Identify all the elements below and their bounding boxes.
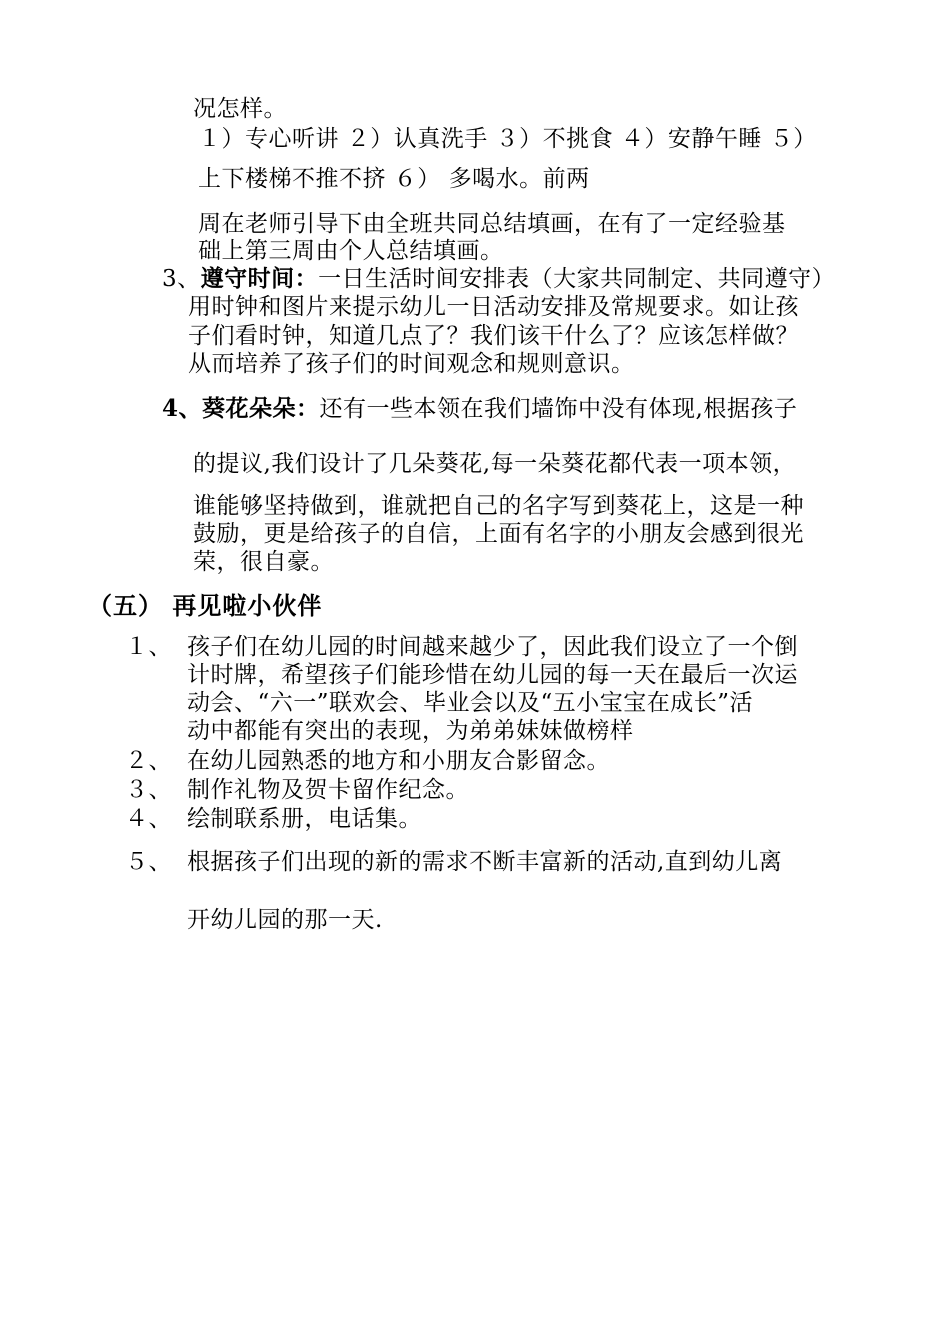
item-text: 一日生活时间安排表（大家共同制定、共同遵守） [318,266,836,292]
list-item-line: 开幼儿园的那一天. [187,907,383,933]
list-item-number: ３、 [125,777,172,803]
item-4-first-line [162,395,797,423]
list-item-line: 绘制联系册，电话集。 [187,806,422,832]
paragraph-line: 用时钟和图片来提示幼儿一日活动安排及常规要求。如让孩 [188,294,799,320]
list-item-number: ４、 [125,806,172,832]
list-item-line: 根据孩子们出现的新的需求不断丰富新的活动,直到幼儿离 [187,849,783,875]
list-item-line: 动中都能有突出的表现，为弟弟妹妹做榜样 [187,718,634,744]
habit-list-line: １）专心听讲 ２）认真洗手 ３）不挑食 ４）安静午睡 ５） [198,126,817,152]
paragraph-line: 的提议,我们设计了几朵葵花,每一朵葵花都代表一项本领， [193,451,797,477]
item-text: 还有一些本领在我们墙饰中没有体现,根据孩子 [319,396,798,422]
item-number: 4、 [162,395,203,422]
item-number: 3、 [162,266,201,292]
paragraph-line: 鼓励，更是给孩子的自信，上面有名字的小朋友会感到很光 [193,521,804,547]
list-item-line: 动会、“六一”联欢会、毕业会以及“五小宝宝在成长”活 [187,690,754,716]
list-item-number: １、 [125,634,172,660]
paragraph-line: 况怎样。 [193,96,287,122]
paragraph-line: 础上第三周由个人总结填画。 [198,238,504,264]
paragraph-line: 周在老师引导下由全班共同总结填画，在有了一定经验基 [198,211,786,237]
paragraph-line: 谁能够坚持做到，谁就把自己的名字写到葵花上，这是一种 [193,493,804,519]
list-item-number: ５、 [125,849,172,875]
list-item-line: 孩子们在幼儿园的时间越来越少了，因此我们设立了一个倒 [187,634,798,660]
item-3-first-line [162,265,835,293]
paragraph-line: 从而培养了孩子们的时间观念和规则意识。 [188,351,635,377]
list-item-number: ２、 [125,748,172,774]
habit-list-line: 上下楼梯不推不挤 ６） 多喝水。前两 [198,166,590,192]
list-item-line: 在幼儿园熟悉的地方和小朋友合影留念。 [187,748,610,774]
list-item-line: 制作礼物及贺卡留作纪念。 [187,777,469,803]
paragraph-line: 荣，很自豪。 [193,549,334,575]
item-title: 葵花朵朵： [202,395,320,422]
item-title: 遵守时间： [200,265,319,292]
paragraph-line: 子们看时钟，知道几点了？我们该干什么了？应该怎样做？ [188,323,799,349]
list-item-line: 计时牌，希望孩子们能珍惜在幼儿园的每一天在最后一次运 [187,662,798,688]
section-heading: （五） 再见啦小伙伴 [88,591,323,620]
